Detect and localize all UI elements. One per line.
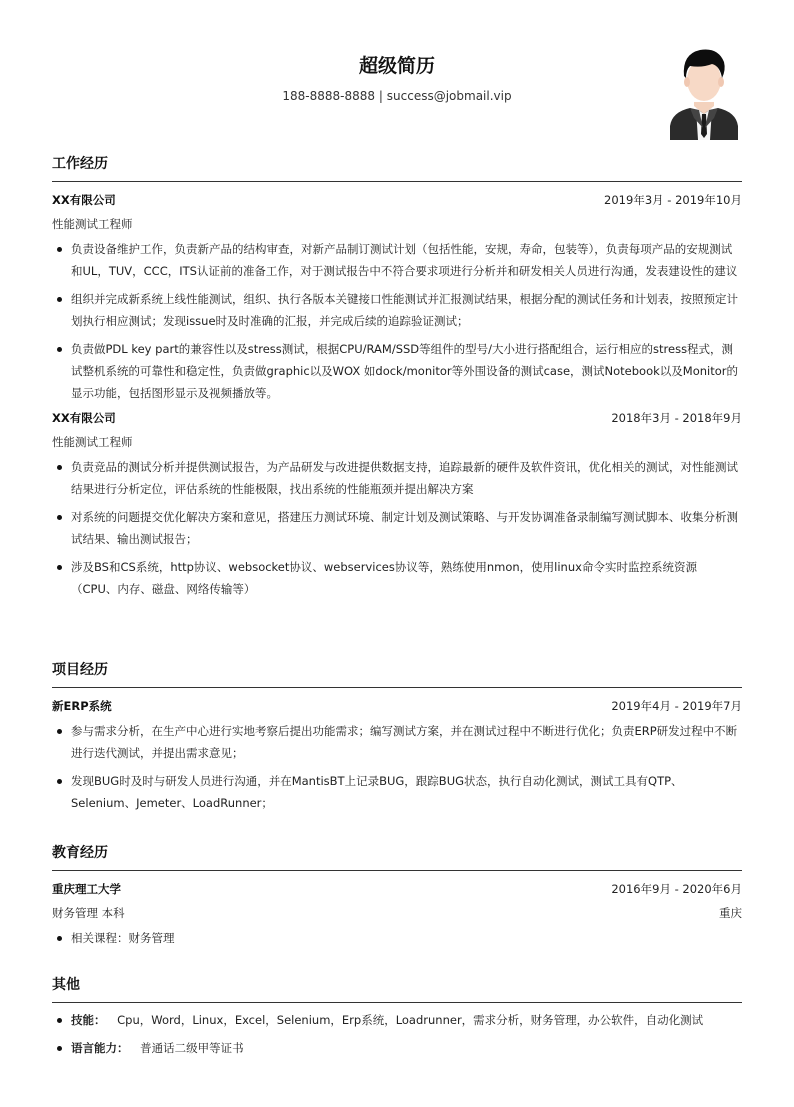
date-range: 2018年3月 - 2018年9月: [611, 411, 742, 425]
list-item: 组织并完成新系统上线性能测试，组织、执行各版本关键接口性能测试并汇报测试结果，根据分配的测试任务和计划表，按照预定计划执行相应测试；发现issue时及时准确的汇报，并完成后续的追踪验证测试；: [52, 288, 742, 332]
school-city: 重庆: [719, 906, 742, 920]
avatar-icon: [666, 44, 742, 140]
bullet-list: [52, 720, 742, 814]
date-range: 2019年4月 - 2019年7月: [611, 699, 742, 713]
skills-item: [52, 1009, 742, 1031]
bullet-list: [52, 927, 742, 949]
list-item: 涉及BS和CS系统，http协议、websocket协议、webservices协议等，熟练使用nmon，使用linux命令实时监控系统资源（CPU、内存、磁盘、网络传输等）: [52, 556, 742, 600]
skills-label: 技能：: [71, 1013, 106, 1027]
project-name: 新ERP系统: [52, 699, 112, 713]
bullet-list: [52, 238, 742, 404]
list-item: 发现BUG时及时与研发人员进行沟通，并在MantisBT上记录BUG，跟踪BUG状态，执行自动化测试，测试工具有QTP、Selenium、Jemeter、LoadRunner；: [52, 770, 742, 814]
company-name: XX有限公司: [52, 193, 116, 207]
language-item: [52, 1037, 742, 1059]
other-section: [52, 975, 742, 1059]
school-name: 重庆理工大学: [52, 882, 121, 896]
work-section-title: 工作经历: [52, 154, 742, 182]
work-section: [52, 154, 742, 600]
job-role: 性能测试工程师: [52, 435, 133, 449]
list-item: 参与需求分析，在生产中心进行实地考察后提出功能需求；编写测试方案，并在测试过程中不断进行优化；负责ERP研发过程中不断进行迭代测试，并提出需求意见；: [52, 720, 742, 764]
project-section-title: 项目经历: [52, 660, 742, 688]
job-role: 性能测试工程师: [52, 217, 133, 231]
education-section: [52, 843, 742, 949]
project-section: [52, 660, 742, 814]
work-entry: [52, 192, 742, 404]
language-value: 普通话二级甲等证书: [140, 1041, 244, 1055]
email: success@jobmail.vip: [386, 89, 512, 103]
list-item: 负责做PDL key part的兼容性以及stress测试，根据CPU/RAM/SSD等组件的型号/大小进行搭配组合，运行相应的stress程式，测试整机系统的可靠性和稳定性，负责做graphic以及WOX 如dock/monitor等外围设备的测试case，测试Notebook以及Monitor的显示功能，包括图形显示及视频播放等。: [52, 338, 742, 404]
major-degree: 财务管理 本科: [52, 906, 125, 920]
work-entry: [52, 410, 742, 600]
list-item: 对系统的问题提交优化解决方案和意见，搭建压力测试环境、制定计划及测试策略、与开发协调准备录制编写测试脚本、收集分析测试结果、输出测试报告；: [52, 506, 742, 550]
bullet-list: [52, 1009, 742, 1059]
list-item: 相关课程：财务管理: [52, 927, 742, 949]
skills-value: Cpu，Word，Linux，Excel，Selenium，Erp系统，Loadrunner，需求分析，财务管理，办公软件，自动化测试: [117, 1013, 704, 1027]
date-range: 2016年9月 - 2020年6月: [611, 882, 742, 896]
company-name: XX有限公司: [52, 411, 116, 425]
list-item: 负责竞品的测试分析并提供测试报告，为产品研发与改进提供数据支持，追踪最新的硬件及软件资讯，优化相关的测试，对性能测试结果进行分析定位，评估系统的性能极限，找出系统的性能瓶颈并提出解决方案: [52, 456, 742, 500]
other-section-title: 其他: [52, 975, 742, 1003]
list-item: 负责设备维护工作，负责新产品的结构审查，对新产品制订测试计划（包括性能，安规，寿命，包装等），负责每项产品的安规测试和UL，TUV，CCC，ITS认证前的准备工作，对于测试报告中不符合要求项进行分析并和研发相关人员进行沟通，发表建设性的建议: [52, 238, 742, 282]
language-label: 语言能力：: [71, 1041, 129, 1055]
contact-separator: |: [378, 89, 383, 103]
bullet-list: [52, 456, 742, 600]
education-section-title: 教育经历: [52, 843, 742, 871]
phone: 188-8888-8888: [282, 89, 376, 103]
date-range: 2019年3月 - 2019年10月: [604, 193, 742, 207]
resume-name: 超级简历: [358, 55, 435, 77]
